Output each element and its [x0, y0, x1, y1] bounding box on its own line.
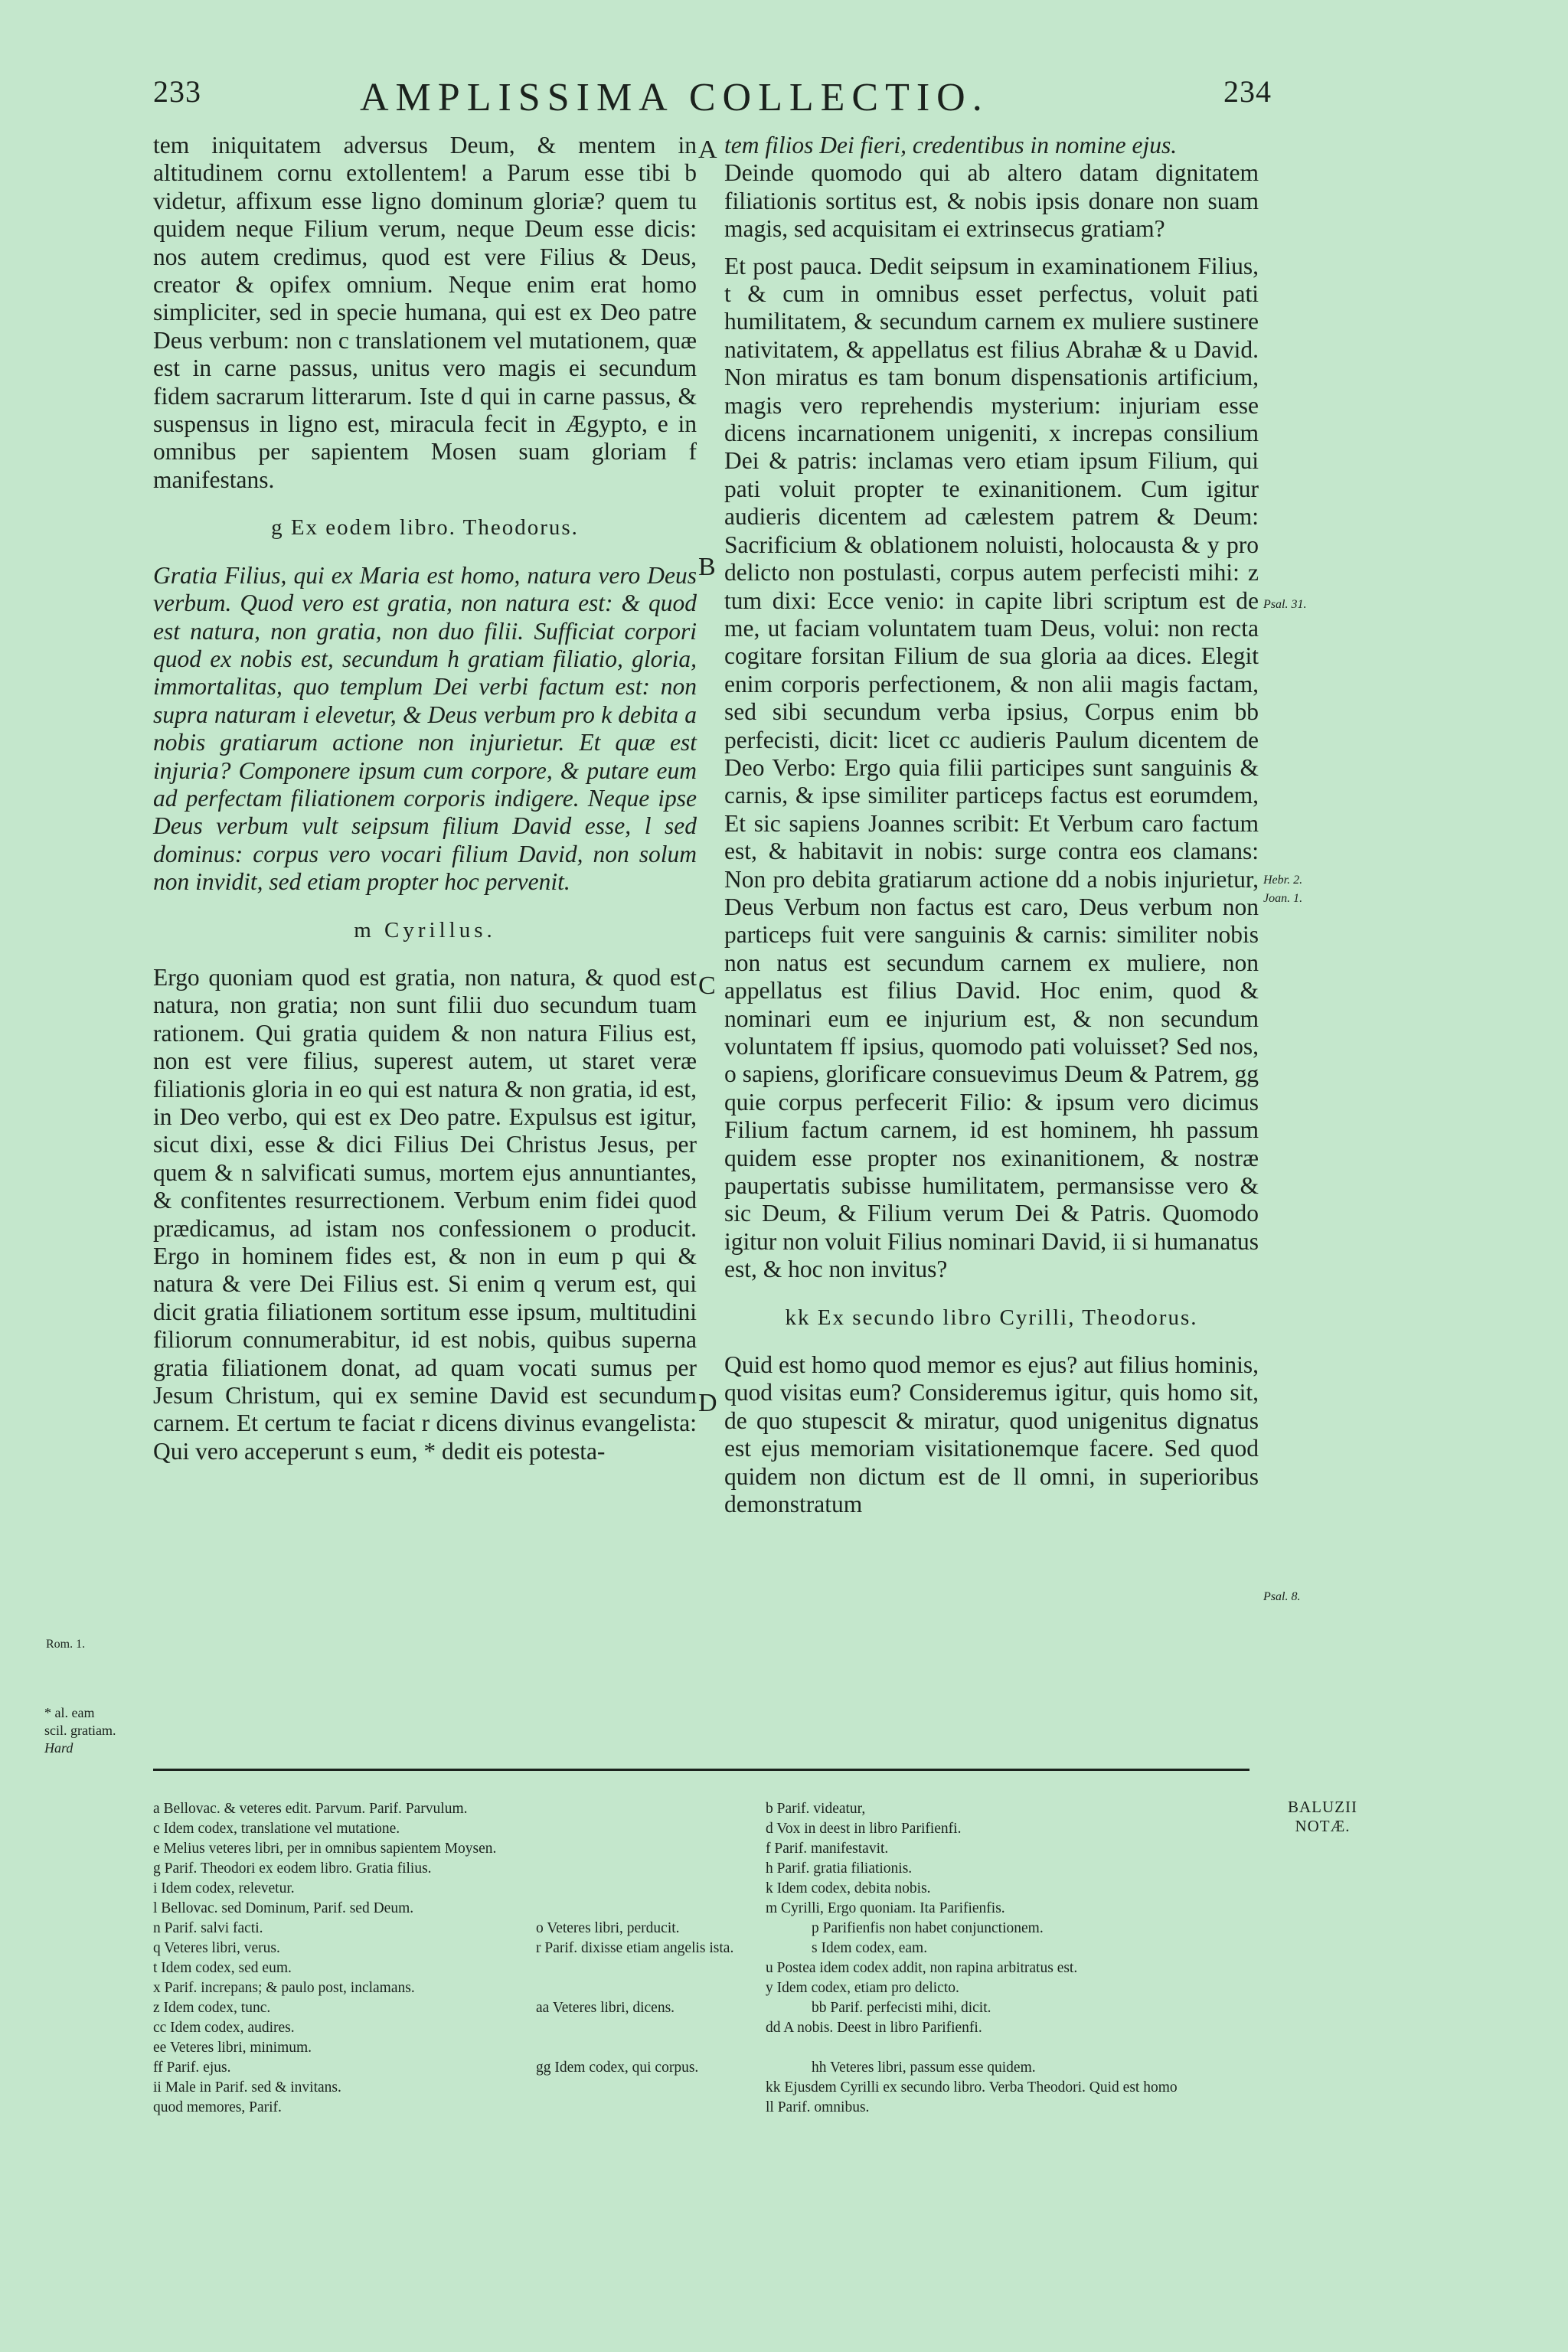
footnote: z Idem codex, tunc.: [153, 2000, 271, 2016]
footnote: ll Parif. omnibus.: [766, 2099, 870, 2115]
footnote-line: [153, 2098, 1256, 2118]
footnote: l Bellovac. sed Dominum, Parif. sed Deum.: [153, 1900, 414, 1916]
quoted-paragraph: tem filios Dei fieri, credentibus in nomine ejus.: [724, 132, 1178, 158]
footnote: cc Idem codex, audires.: [153, 2020, 295, 2036]
footnote: c Idem codex, translatione vel mutatione.: [153, 1821, 400, 1837]
page-number-right: 234: [1223, 74, 1272, 109]
margin-ref-romans: Rom. 1.: [46, 1638, 86, 1651]
footnote: o Veteres libri, perducit.: [536, 1920, 680, 1936]
footnote: aa Veteres libri, dicens.: [536, 2000, 675, 2016]
footnote: p Parifienfis non habet conjunctionem.: [812, 1920, 1044, 1936]
footnote: g Parif. Theodori ex eodem libro. Gratia filius.: [153, 1860, 432, 1877]
section-heading: m Cyrillus.: [354, 917, 496, 942]
footnote: gg Idem codex, qui corpus.: [536, 2060, 699, 2076]
footnote-line: [153, 1899, 1256, 1919]
footnote: n Parif. salvi facti.: [153, 1920, 263, 1936]
footnote-line: [153, 1958, 1256, 1978]
notes-label: BALUZII NOTÆ.: [1288, 1798, 1357, 1835]
footnote: quod memores, Parif.: [153, 2099, 282, 2115]
section-marker-b: B: [698, 553, 716, 581]
footnote-line: [153, 1879, 1256, 1899]
footnote: k Idem codex, debita nobis.: [766, 1880, 931, 1896]
margin-ref-psalm-31: Psal. 31.: [1263, 598, 1307, 611]
footnote: hh Veteres libri, passum esse quidem.: [812, 2060, 1036, 2076]
footnote-line: [153, 2038, 1256, 2058]
footnote: r Parif. dixisse etiam angelis ista.: [536, 1940, 734, 1956]
margin-note-alternate-reading: * al. eam scil. gratiam. Hard: [44, 1705, 116, 1756]
footnote: a Bellovac. & veteres edit. Parvum. Parif. Parvulum.: [153, 1801, 468, 1817]
footnote: m Cyrilli, Ergo quoniam. Ita Parifienfis.: [766, 1900, 1005, 1916]
footnote-line: [153, 1859, 1256, 1879]
footnote: x Parif. increpans; & paulo post, inclamans.: [153, 1980, 415, 1996]
footnote: ii Male in Parif. sed & invitans.: [153, 2079, 341, 2096]
paragraph: Et post pauca. Dedit seipsum in examinationem Filius, t & cum in omnibus esset perfectus, voluit pati humilitatem, & secundum carnem ex muliere sustinere nativitatem, & appellatus est filius Abrahæ & u David. Non miratus es tam bonum dispensationis artificium, magis vero reprehendis mysterium: injuriam esse dicens incarnationem unigeniti, x increpas consilium Dei & patris: inclamas vero etiam ipsum Filium, qui pati voluit propter te exinanitionem. Cum igitur audieris dicentem ad cælestem patrem & Deum: Sacrificium & oblationem noluisti, holocausta & y pro delicto non postulasti, corpus autem perfecisti mihi: z tum dixi: Ecce venio: in capite libri scriptum est de me, ut faciam voluntatem tuam Deus, volui: non recta cogitare forsitan Filium de sua gloria aa dices. Elegit enim corporis perfectionem, & non alii magis factam, sed sibi secundum verba ipsius, Corpus enim bb perfecisti, dicit: licet cc audieris Paulum dicentem de Deo Verbo: Ergo quia filii participes sunt sanguinis & carnis, & ipse similiter particeps factus est eorumdem, Et sic sapiens Joannes scribit: Et Verbum caro factum est, & habitavit in nobis: surge contra eos clamans: Non pro debita gratiarum actione dd a nobis injurietur, Deus Verbum non factus est caro, Deus verbum non particeps fuit vere sanguinis & carnis: similiter nobis non natus est secundum carnem ex muliere, non appellatus est filius David. Hoc enim, quod & nominari eum ee injurium est, & non secundum voluntatem ff ipsius, quomodo pati voluisset? Sed nos, o sapiens, glorificare consuevimus Deum & Patrem, gg quie corpus perfecerit Filio: & ipsum vero dicimus Filium factum carnem, id est hominem, hh passum quidem esse propter nos exinanitionem, & nostræ paupertatis subisse humilitatem, permansisse vero & sic Deum, & Filium verum Dei & Patris. Quomodo igitur non voluit Filius nominari David, ii si humanatus est, & hoc non invitus?: [724, 252, 1259, 1283]
paragraph: Quid est homo quod memor es ejus? aut filius hominis, quod visitas eum? Consideremus igitur, quis homo sit, de quo stupescit & miratur, quod unigenitus dignatus est ejus memoriam visitationemque facere. Sed quod quidem non dictum est de ll omni, in superioribus demonstratum: [724, 1351, 1259, 1518]
margin-ref-hebrews: Hebr. 2.: [1263, 874, 1303, 887]
section-marker-d: D: [698, 1389, 717, 1417]
footnote: h Parif. gratia filiationis.: [766, 1860, 913, 1877]
footnote-line: [153, 1839, 1256, 1859]
footnote: b Parif. videatur,: [766, 1801, 866, 1817]
page-number-left: 233: [153, 74, 201, 109]
paragraph: Ergo quoniam quod est gratia, non natura, & quod est natura, non gratia; non sunt filii duo secundum tuam rationem. Qui gratia quidem & non natura Filius est, non est vere filius, superest autem, ut staret veræ filiationis gloria in eo qui est natura & non gratia, id est, in Deo verbo, qui est ex Deo patre. Expulsus est igitur, sicut dixi, esse & dici Filius Dei Christus Jesus, per quem & n salvificati sumus, mortem ejus annuntiantes, & confitentes resurrectionem. Verbum enim fidei quod prædicamus, ad istam nos confessionem o producit. Ergo in hominem fides est, & non in eum p qui & natura & vere Dei Filius est. Si enim q verum est, qui dicit gratia filiationem sortitum esse ipsum, multitudini filiorum connumerabitur, id est nobis, quibus superna gratia filiationem donat, ad quam vocati sumus per Jesum Christum, qui ex semine David est secundum carnem. Et certum te faciat r dicens divinus evangelista: Qui vero acceperunt s eum, * dedit eis potesta-: [153, 963, 697, 1465]
footnote-line: [153, 2078, 1256, 2098]
margin-ref-psalm-8: Psal. 8.: [1263, 1590, 1301, 1603]
right-text-column: [724, 132, 1259, 1519]
footnote: bb Parif. perfecisti mihi, dicit.: [812, 2000, 991, 2016]
footnote: i Idem codex, relevetur.: [153, 1880, 295, 1896]
footnote: s Idem codex, eam.: [812, 1940, 928, 1956]
footnote: y Idem codex, etiam pro delicto.: [766, 1980, 959, 1996]
paragraph: tem iniquitatem adversus Deum, & mentem in altitudinem cornu extollentem! a Parum esse tibi b videtur, affixum esse ligno dominum gloriæ? quem tu quidem neque Filium verum, neque Deum esse dicis: nos autem credimus, quod est vere Filius & Deus, creator & opifex omnium. Neque enim erat homo simpliciter, sed in specie humana, qui est ex Deo patre Deus verbum: non c translationem vel mutationem, quæ est in carne passus, unitus vero magis ei secundum fidem sacrarum litterarum. Iste d qui in carne passus, & suspensus in ligno est, miracula fecit in Ægypto, e in omnibus per sapientem Mosen suam gloriam f manifestans.: [153, 132, 697, 493]
running-title: AMPLISSIMA COLLECTIO.: [360, 76, 989, 119]
footnote-line: [153, 1978, 1256, 1998]
footnote-line: [153, 2058, 1256, 2078]
footnote: e Melius veteres libri, per in omnibus sapientem Moysen.: [153, 1841, 497, 1857]
footnote: t Idem codex, sed eum.: [153, 1960, 292, 1976]
footnote-line: [153, 2018, 1256, 2038]
footnote-divider: [153, 1769, 1250, 1771]
footnote: dd A nobis. Deest in libro Parifienfi.: [766, 2020, 982, 2036]
paragraph: Deinde quomodo qui ab altero datam dignitatem filiationis sortitus est, & nobis ipsis donare non suam magis, sed acquisitam ei extrinsecus gratiam?: [724, 159, 1259, 243]
footnote-line: [153, 1919, 1256, 1939]
footnotes-block: [153, 1799, 1256, 2118]
footnote-line: [153, 1939, 1256, 1958]
quoted-paragraph: Gratia Filius, qui ex Maria est homo, natura vero Deus verbum. Quod vero est gratia, non natura est: & quod est natura, non gratia, non duo filii. Sufficiat corpori quod ex nobis est, secundum h gratiam filiatio, gloria, immortalitas, quo templum Dei verbi factum est: non supra naturam i elevetur, & Deus verbum pro k debita a nobis gratiarum actione non injurietur. Et quæ est injuria? Componere ipsum cum corpore, & putare eum ad perfectam filiationem corporis indigere. Neque ipse Deus verbum vult seipsum filium David esse, l sed dominus: corpus vero vocari filium David, non solum non invidit, sed etiam propter hoc pervenit.: [153, 561, 697, 896]
section-marker-c: C: [698, 972, 716, 1000]
footnote: kk Ejusdem Cyrilli ex secundo libro. Verba Theodori. Quid est homo: [766, 2079, 1178, 2096]
footnote: q Veteres libri, verus.: [153, 1940, 280, 1956]
footnote: d Vox in deest in libro Parifienfi.: [766, 1821, 962, 1837]
section-marker-a: A: [698, 136, 717, 164]
footnote-line: [153, 1819, 1256, 1839]
footnote: f Parif. manifestavit.: [766, 1841, 889, 1857]
footnote: u Postea idem codex addit, non rapina arbitratus est.: [766, 1960, 1078, 1976]
section-heading: g Ex eodem libro. Theodorus.: [271, 515, 579, 541]
left-text-column: [153, 132, 697, 1465]
footnote: ff Parif. ejus.: [153, 2060, 231, 2076]
margin-ref-john: Joan. 1.: [1263, 892, 1303, 905]
footnote: ee Veteres libri, minimum.: [153, 2040, 312, 2056]
section-heading: kk Ex secundo libro Cyrilli, Theodorus.: [785, 1305, 1198, 1330]
footnote-line: [153, 1998, 1256, 2018]
footnote-line: [153, 1799, 1256, 1819]
